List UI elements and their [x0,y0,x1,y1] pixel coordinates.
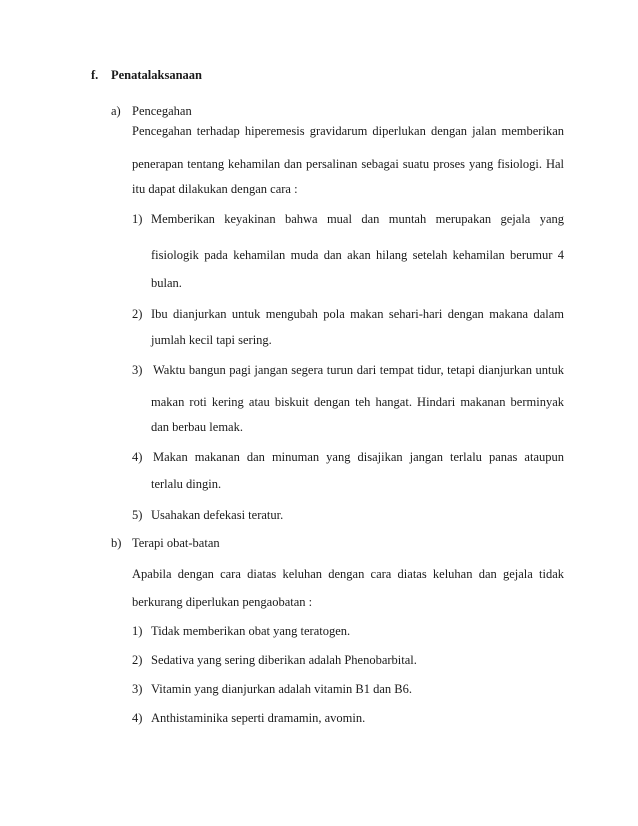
list-item-line: bulan. [151,275,182,290]
paragraph-line: Apabila dengan cara diatas keluhan dengan cara diatas keluhan dan gejala tidak [132,566,564,581]
list-item-number: 2) [132,306,143,321]
list-item-line: Anthistaminika seperti dramamin, avomin. [151,710,366,725]
list-item-number: 2) [132,652,143,667]
subsection-b-title: Terapi obat-batan [132,535,220,550]
list-item-number: 1) [132,211,143,226]
list-item-line: Usahakan defekasi teratur. [151,507,284,522]
subsection-a-marker: a) [111,103,121,118]
list-item-number: 3) [132,681,143,696]
list-item-number: 4) [132,449,143,464]
paragraph-line: itu dapat dilakukan dengan cara : [132,181,298,196]
paragraph-line: berkurang diperlukan pengaobatan : [132,594,313,609]
list-item-line: Vitamin yang dianjurkan adalah vitamin B1 dan B6. [151,681,412,696]
subsection-a-title: Pencegahan [132,103,192,118]
list-item-line: terlalu dingin. [151,476,222,491]
list-item-line: dan berbau lemak. [151,419,243,434]
list-item-number: 4) [132,710,143,725]
section-title: Penatalaksanaan [111,67,202,82]
list-item-line: makan roti kering atau biskuit dengan teh hangat. Hindari makanan berminyak [151,394,564,409]
list-item-line: jumlah kecil tapi sering. [151,332,272,347]
list-item-line: Memberikan keyakinan bahwa mual dan muntah merupakan gejala yang [151,211,564,226]
list-item-number: 1) [132,623,143,638]
list-item-line: fisiologik pada kehamilan muda dan akan hilang setelah kehamilan berumur 4 [151,247,564,262]
list-item-number: 3) [132,362,143,377]
list-item-line: Waktu bangun pagi jangan segera turun dari tempat tidur, tetapi dianjurkan untuk [153,362,564,377]
list-item-line: Ibu dianjurkan untuk mengubah pola makan sehari-hari dengan makana dalam [151,306,564,321]
list-item-number: 5) [132,507,143,522]
list-item-line: Sedativa yang sering diberikan adalah Phenobarbital. [151,652,417,667]
subsection-b-marker: b) [111,535,122,550]
paragraph-line: penerapan tentang kehamilan dan persalinan sebagai suatu proses yang fisiologi. Hal [132,156,564,171]
list-item-line: Makan makanan dan minuman yang disajikan jangan terlalu panas ataupun [153,449,564,464]
list-item-line: Tidak memberikan obat yang teratogen. [151,623,351,638]
section-marker: f. [91,67,99,82]
paragraph-line: Pencegahan terhadap hiperemesis gravidarum diperlukan dengan jalan memberikan [132,123,564,138]
